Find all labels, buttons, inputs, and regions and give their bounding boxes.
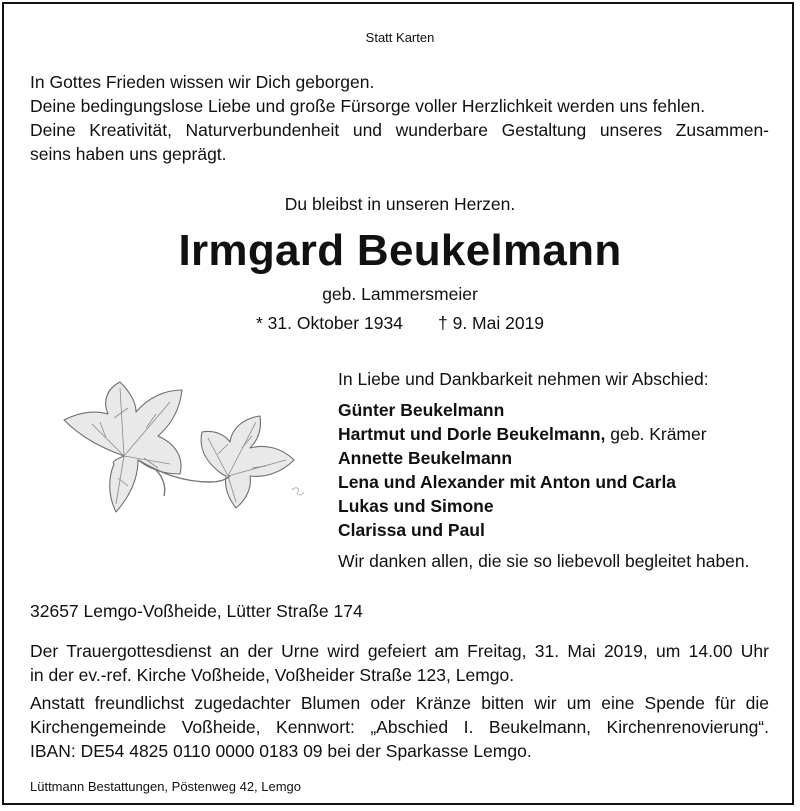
donation-line-3: IBAN: DE54 4825 0110 0000 0183 09 bei der Sparkasse Lemgo.: [30, 741, 532, 761]
maiden-name: geb. Lammersmeier: [322, 284, 478, 304]
thanks-line: Wir danken allen, die sie so liebevoll begleitet haben.: [338, 551, 750, 571]
donation-line-2: Kirchengemeinde Voßheide, Kennwort: „Abschied I. Beukelmann, Kirchenrenovierung“.: [30, 717, 769, 737]
deceased-name: Irmgard Beukelmann: [178, 226, 622, 275]
death-date: † 9. Mai 2019: [438, 313, 545, 333]
mourner-3-name: Annette Beukelmann: [338, 448, 513, 468]
mourner-6-name: Clarissa und Paul: [338, 520, 485, 540]
service-line-2: in der ev.-ref. Kirche Voßheide, Voßheider Straße 123, Lemgo.: [30, 665, 515, 685]
donation-line-1: Anstatt freundlichst zugedachter Blumen oder Kränze bitten wir um eine Spende für die: [30, 693, 769, 713]
verse-line-2: Deine bedingungslose Liebe und große Fürsorge voller Herzlichkeit werden uns fehlen.: [30, 96, 706, 116]
verse-line-1: In Gottes Frieden wissen wir Dich geborgen.: [30, 72, 375, 92]
mourner-5: [338, 494, 494, 518]
verse-line-4: seins haben uns geprägt.: [30, 144, 227, 164]
statt-karten-label: Statt Karten: [365, 30, 435, 45]
mourner-3: [338, 446, 512, 470]
mourner-4: [338, 470, 676, 494]
motto: Du bleibst in unseren Herzen.: [284, 194, 516, 214]
mourner-2-name: Hartmut und Dorle Beukelmann,: [338, 424, 606, 444]
mourner-4-name: Lena und Alexander mit Anton und Carla: [338, 472, 677, 492]
mourner-5-name: Lukas und Simone: [338, 496, 494, 516]
funeral-home-footer: Lüttmann Bestattungen, Pöstenweg 42, Lemgo: [30, 779, 302, 794]
ivy-leaves-drawing-icon: [52, 378, 314, 528]
birth-date: * 31. Oktober 1934: [256, 313, 403, 333]
mourner-1: [338, 398, 504, 422]
mourner-1-name: Günter Beukelmann: [338, 400, 505, 420]
mourner-6: [338, 518, 485, 542]
family-address: 32657 Lemgo-Voßheide, Lütter Straße 174: [30, 601, 363, 621]
mourner-2-maiden: geb. Krämer: [605, 424, 707, 444]
service-line-1: Der Trauergottesdienst an der Urne wird gefeiert am Freitag, 31. Mai 2019, um 14.00 Uhr: [30, 641, 769, 661]
mourner-2: [338, 422, 707, 446]
verse-line-3: Deine Kreativität, Naturverbundenheit und wunderbare Gestaltung unseres Zusammen-: [30, 120, 769, 140]
mourners-intro: In Liebe und Dankbarkeit nehmen wir Abschied:: [338, 369, 709, 389]
